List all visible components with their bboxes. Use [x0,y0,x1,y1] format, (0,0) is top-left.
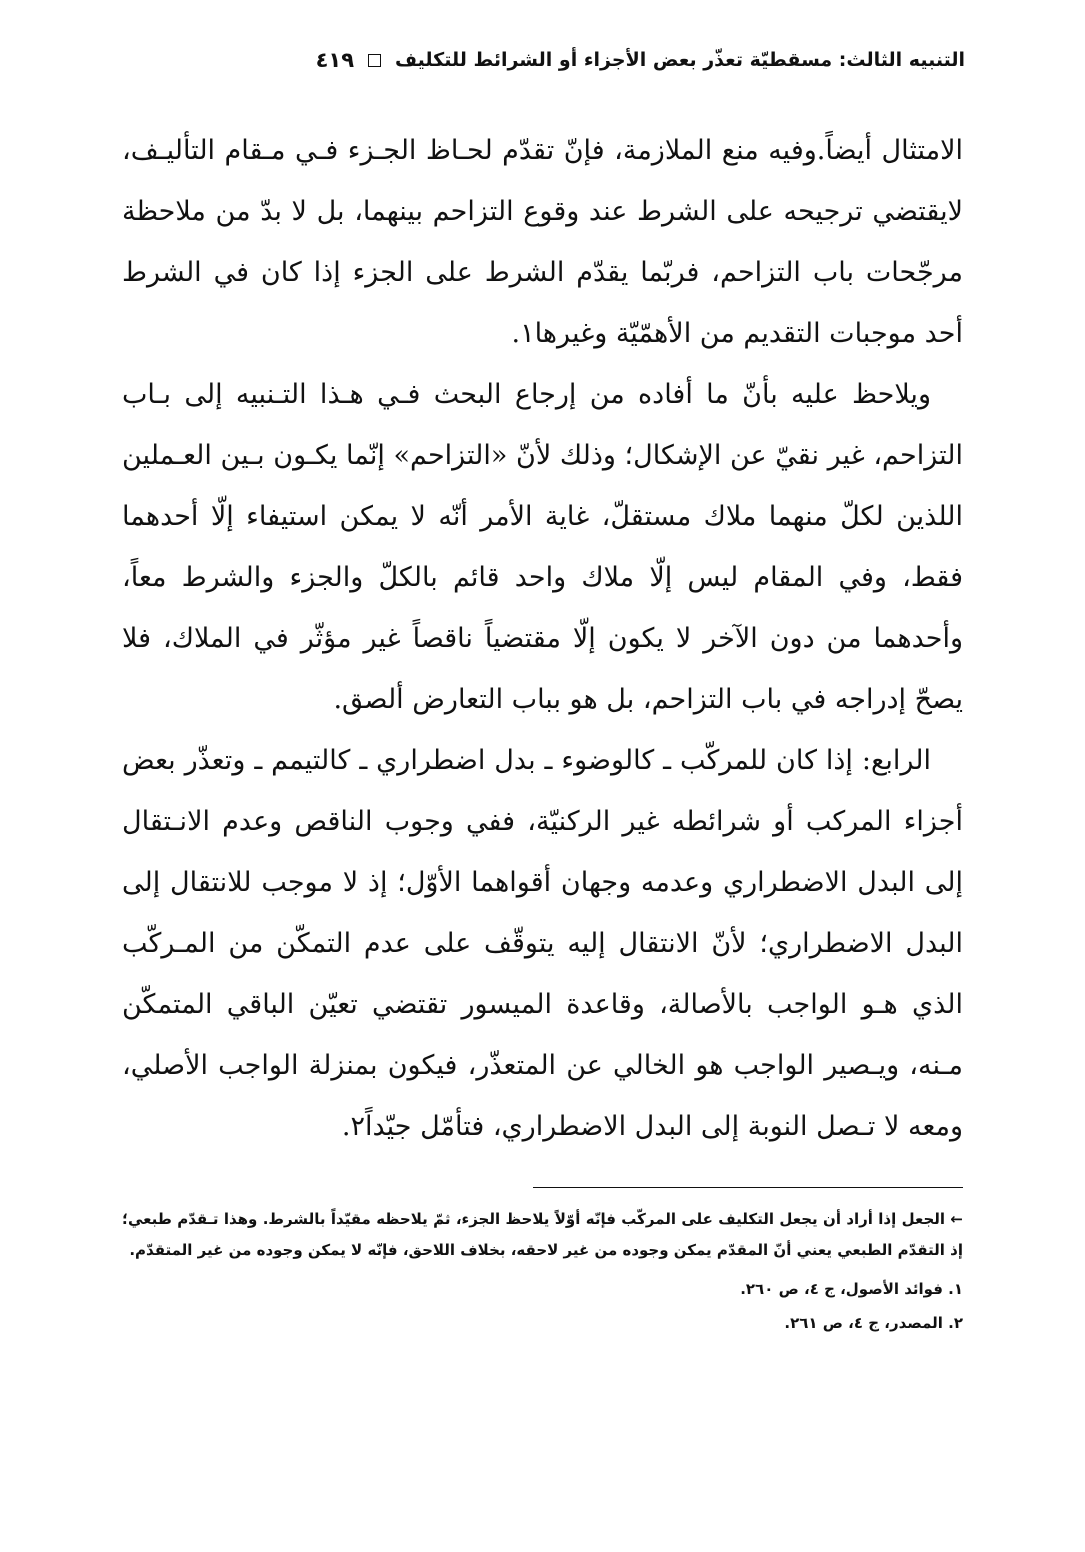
paragraph-1: الامتثال أيضاً.وفيه منع الملازمة، فإنّ تقدّم لحـاظ الجـزء فـي مـقام التأليـف، لايقتضي ترجيحه على الشرط عند وقوع التزاحم بينهما، بل لا بدّ من ملاحظة مرجّحات باب التزاحم، فربّما يقدّم الشرط على الجزء إذا كان في الشرط أحد موجبات التقديم من الأهمّيّة وغيرها١. [122,135,963,349]
main-text [122,120,963,1157]
running-header [120,40,965,80]
header-separator-square-icon [368,54,381,67]
header-title: التنبيه الثالث: مسقطيّة تعذّر بعض الأجزاء أو الشرائط للتكليف [395,49,965,71]
paragraph-3: الرابع: إذا كان للمركّب ـ كالوضوء ـ بدل اضطراري ـ كالتيمم ـ وتعذّر بعض أجزاء المركب أو شرائطه غير الركنيّة، ففي وجوب الناقص وعدم الانـتقال إلى البدل الاضطراري وعدمه وجهان أقواهما الأوّل؛ إذ لا موجب للانتقال إلى البدل الاضطراري؛ لأنّ الانتقال إليه يتوقّف على عدم التمكّن من المـركّب الذي هـو الواجب بالأصالة، وقاعدة الميسور تقتضي تعيّن الباقي المتمكّن مـنه، ويـصير الواجب هو الخالي عن المتعذّر، فيكون بمنزلة الواجب الأصلي، ومعه لا تـصل النوبة إلى البدل الاضطراري، فتأمّل جيّداً٢. [122,745,964,1142]
page-number: ٤١٩ [315,48,355,72]
footnotes [122,1204,963,1340]
footnote-continuation: ← الجعل إذا أراد أن يجعل التكليف على المركّب فإنّه أوّلاً يلاحظ الجزء، ثمّ يلاحظه مقيّداً بالشرط. وهذا تـقدّم طبعي؛ إذ التقدّم الطبعي يعني أنّ المقدّم يمكن وجوده من غير لاحقه، بخلاف اللاحق، فإنّه لا يمكن وجوده من غير المتقدّم. [122,1210,963,1259]
footnote-divider [533,1187,963,1188]
paragraph-2: ويلاحظ عليه بأنّ ما أفاده من إرجاع البحث فـي هـذا التـنبيه إلى بـاب التزاحم، غير نقيّ عن الإشكال؛ وذلك لأنّ «التزاحم» إنّما يكـون بـين العـملين اللذين لكلّ منهما ملاك مستقلّ، غاية الأمر أنّه لا يمكن استيفاء إلّا أحدهما فقط، وفي المقام ليس إلّا ملاك واحد قائم بالكلّ والجزء والشرط معاً، وأحدهما من دون الآخر لا يكون إلّا مقتضياً ناقصاً غير مؤثّر في الملاك، فلا يصحّ إدراجه في باب التزاحم، بل هو بباب التعارض ألصق. [122,379,963,715]
footnote-1: ١. فوائد الأصول، ج ٤، ص ٢٦٠. [740,1280,963,1298]
footnote-2: ٢. المصدر، ج ٤، ص ٢٦١. [784,1314,963,1332]
